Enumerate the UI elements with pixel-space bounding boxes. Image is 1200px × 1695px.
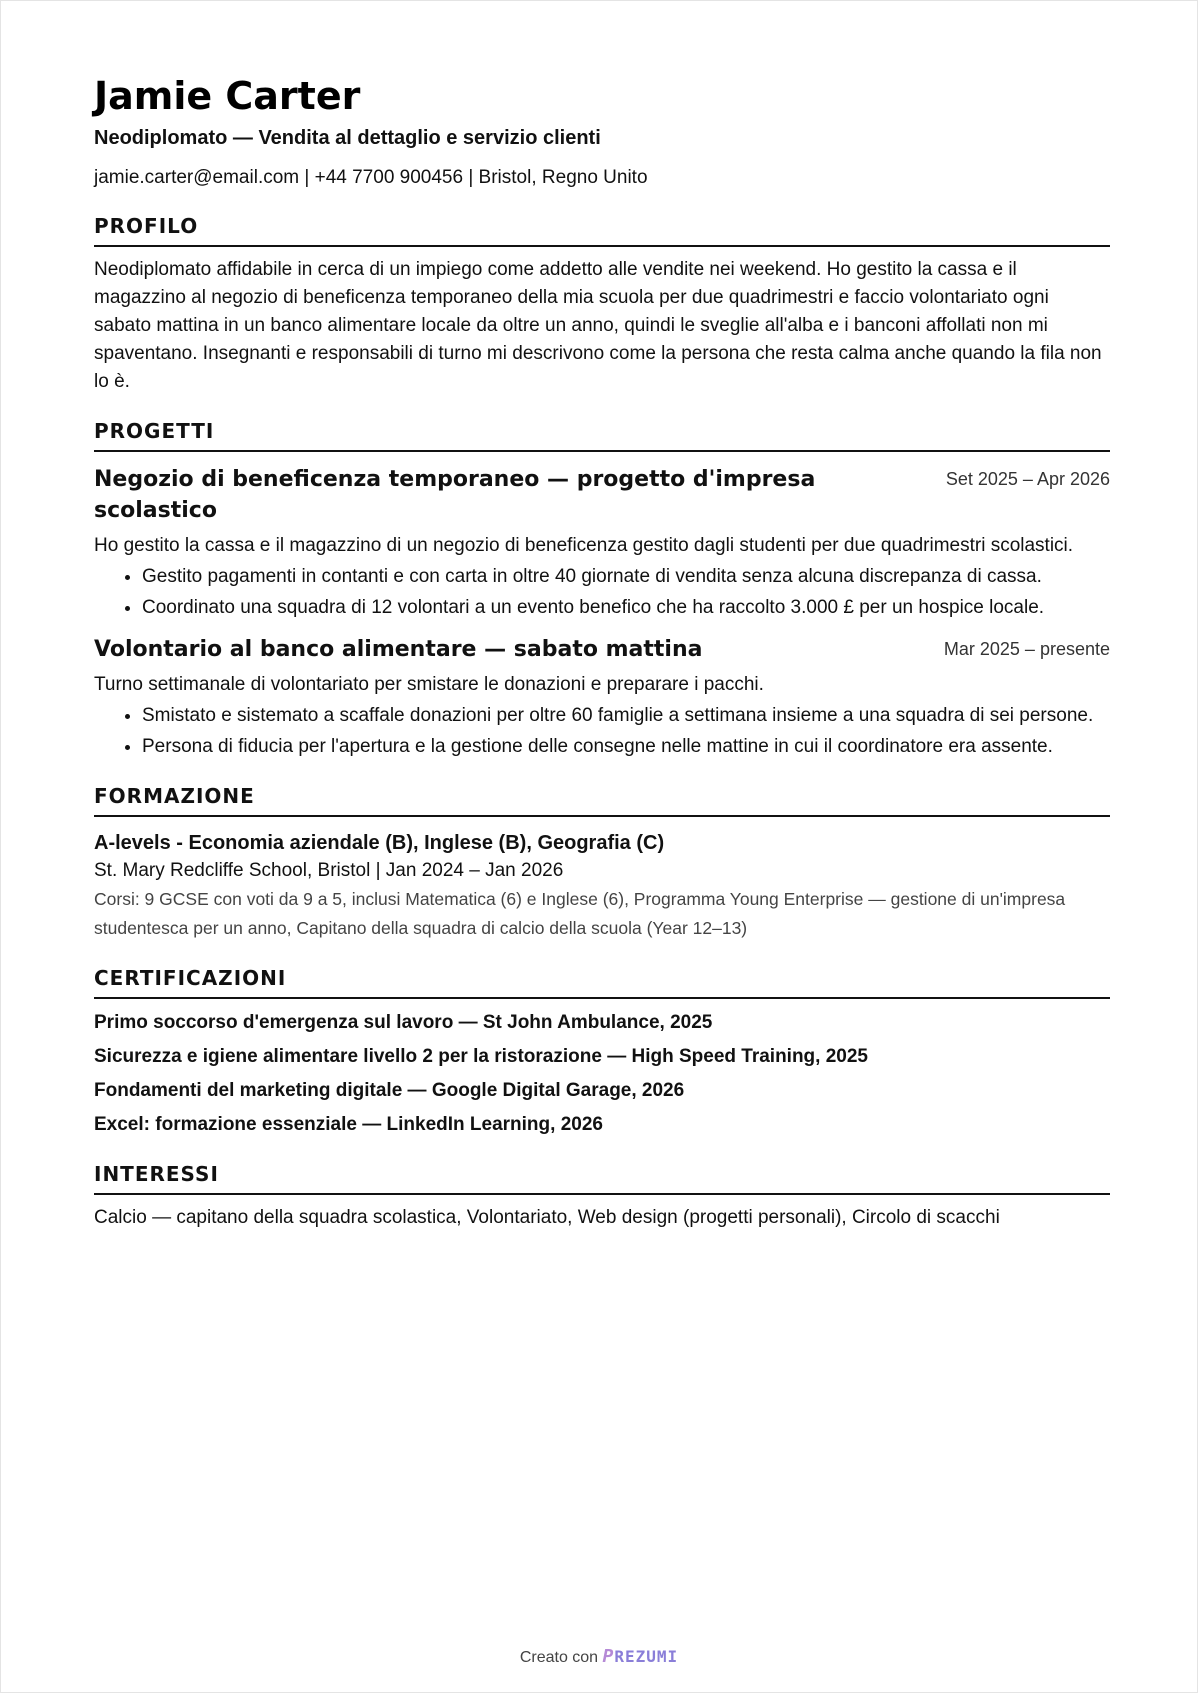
education-notes: Corsi: 9 GCSE con voti da 9 a 5, inclusi Matematica (6) e Inglese (6), Programma Young Enterprise — gestione di un'impresa studentesca per un anno, Capitano della squadra di calcio della scuola (Year 12–13) [94, 889, 1066, 938]
project-title: Volontario al banco alimentare — sabato mattina [94, 637, 703, 662]
headline: Neodiplomato — Vendita al dettaglio e servizio clienti [94, 127, 601, 149]
section-title-projects: PROGETTI [94, 418, 1110, 452]
project-item [94, 634, 1110, 761]
project-title: Negozio di beneficenza temporaneo — progetto d'impresa scolastico [94, 467, 816, 523]
education-school: St. Mary Redcliffe School, Bristol | Jan 2024 – Jan 2026 [94, 860, 564, 881]
rezumi-logo-icon: P [602, 1646, 615, 1667]
project-item [94, 464, 1110, 622]
profile-section [94, 213, 1110, 396]
project-header [94, 464, 1110, 526]
projects-section [94, 418, 1110, 761]
section-title-education: FORMAZIONE [94, 783, 1110, 817]
bullet-item: • Gestito pagamenti in contanti e con carta in oltre 40 giornate di vendita senza alcuna discrepanza di cassa. [142, 563, 1110, 591]
certification-item: Excel: formazione essenziale — LinkedIn Learning, 2026 [94, 1114, 603, 1135]
rezumi-logo-text: REZUMI [614, 1647, 679, 1666]
section-title-profile: PROFILO [94, 213, 1110, 247]
project-header [94, 634, 1110, 665]
rezumi-logo-link[interactable] [603, 1647, 679, 1666]
project-bullets [94, 563, 1110, 622]
education-section [94, 783, 1110, 943]
bullet-item: • Persona di fiducia per l'apertura e la gestione delle consegne nelle mattine in cui il coordinatore era assente. [142, 733, 1110, 761]
resume-content [94, 73, 1110, 1232]
project-date: Set 2025 – Apr 2026 [945, 469, 1110, 489]
certification-item: Primo soccorso d'emergenza sul lavoro — St John Ambulance, 2025 [94, 1012, 713, 1033]
interests-section [94, 1161, 1110, 1232]
footer-prefix: Creato con [519, 1649, 599, 1666]
project-description: Ho gestito la cassa e il magazzino di un negozio di beneficenza gestito dagli studenti per due quadrimestri scolastici. [94, 535, 1074, 556]
certifications-section [94, 965, 1110, 1139]
education-degree: A-levels - Economia aziendale (B), Inglese (B), Geografia (C) [94, 832, 665, 854]
project-description: Turno settimanale di volontariato per smistare le donazioni e preparare i pacchi. [94, 674, 764, 695]
interests-text: Calcio — capitano della squadra scolastica, Volontariato, Web design (progetti personali), Circolo di scacchi [94, 1207, 1000, 1228]
section-title-interests: INTERESSI [94, 1161, 1110, 1195]
certification-list [94, 1009, 1110, 1139]
candidate-name: Jamie Carter [94, 74, 361, 118]
certification-item: Sicurezza e igiene alimentare livello 2 per la ristorazione — High Speed Training, 2025 [94, 1046, 868, 1067]
project-bullets [94, 702, 1110, 761]
bullet-item: • Smistato e sistemato a scaffale donazioni per oltre 60 famiglie a settimana insieme a una squadra di sei persone. [142, 702, 1110, 730]
footer [1, 1646, 1197, 1667]
section-title-certifications: CERTIFICAZIONI [94, 965, 1110, 999]
certification-item: Fondamenti del marketing digitale — Google Digital Garage, 2026 [94, 1080, 685, 1101]
bullet-item: • Coordinato una squadra di 12 volontari a un evento benefico che ha raccolto 3.000 £ per un hospice locale. [142, 594, 1110, 622]
profile-text: Neodiplomato affidabile in cerca di un impiego come addetto alle vendite nei weekend. Ho gestito la cassa e il magazzino al negozio di beneficenza temporaneo della mia scuola per due quadrimestri e faccio volontariato ogni sabato mattina in un banco alimentare locale da oltre un anno, quindi le sveglie all'alba e i banconi affollati non mi spaventano. Insegnanti e responsabili di turno mi descrivono come la persona che resta calma anche quando la fila non lo è. [94, 259, 1102, 392]
project-date: Mar 2025 – presente [943, 639, 1110, 659]
contact-info: jamie.carter@email.com | +44 7700 900456 | Bristol, Regno Unito [94, 167, 648, 188]
